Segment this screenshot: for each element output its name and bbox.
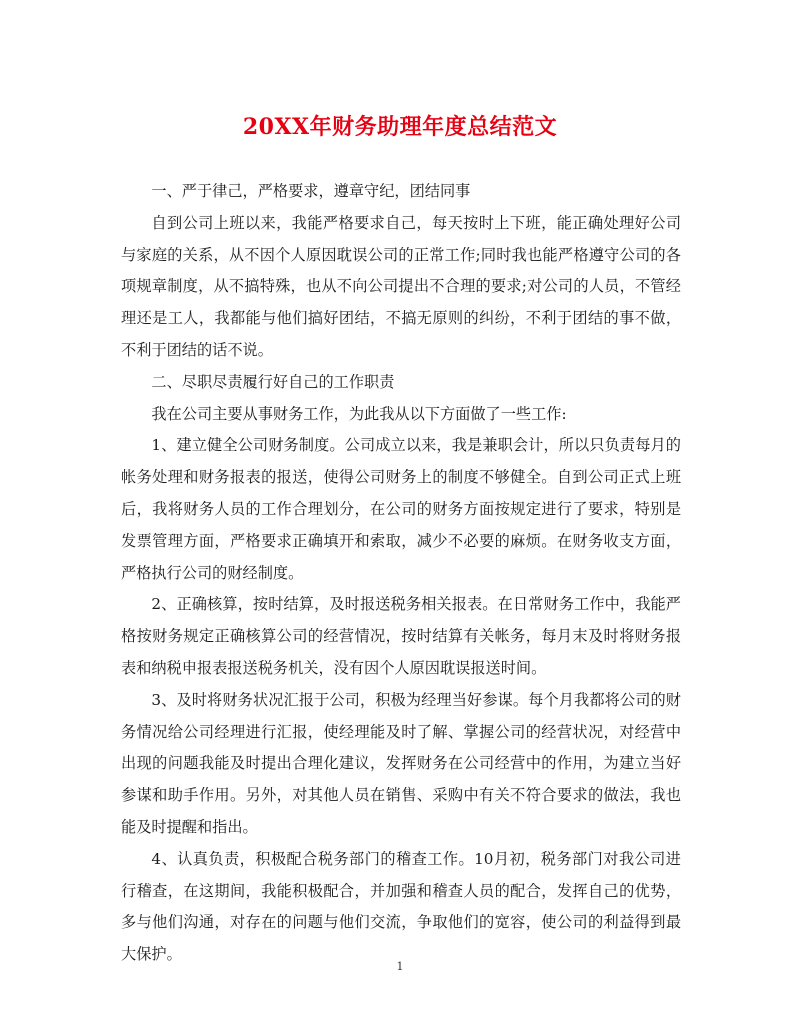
section-heading-1: 一、严于律己，严格要求，遵章守纪，团结同事 (151, 182, 471, 200)
document-title: 20XX年财务助理年度总结范文 (242, 114, 558, 140)
document-body (121, 176, 681, 971)
paragraph: 我在公司主要从事财务工作，为此我从以下方面做了一些工作: (151, 404, 567, 423)
list-item-2: 2、正确核算，按时结算，及时报送税务相关报表。在日常财务工作中，我能严格按财务规定正确核算公司的经营情况，按时结算有关帐务，每月末及时将财务报表和纳税申报表报送税务机关，没有因个人原因耽误报送时间。 (121, 595, 681, 677)
list-item-3: 3、及时将财务状况汇报于公司，积极为经理当好参谋。每个月我都将公司的财务情况给公司经理进行汇报，使经理能及时了解、掌握公司的经营状况，对经营中出现的问题我能及时提出合理化建议，发挥财务在公司经营中的作用，为建立当好参谋和助手作用。另外，对其他人员在销售、采购中有关不符合要求的做法，我也能及时提醒和指出。 (121, 690, 681, 836)
list-item-4: 4、认真负责，积极配合税务部门的稽查工作。10月初，税务部门对我公司进行稽查，在这期间，我能积极配合，并加强和稽查人员的配合，发挥自己的优势，多与他们沟通，对存在的问题与他们交流，争取他们的宽容，使公司的利益得到最大保护。 (121, 849, 681, 964)
list-item-1: 1、建立健全公司财务制度。公司成立以来，我是兼职会计，所以只负责每月的帐务处理和财务报表的报送，使得公司财务上的制度不够健全。自到公司正式上班后，我将财务人员的工作合理划分，在公司的财务方面按规定进行了要求，特别是发票管理方面，严格要求正确填开和索取，减少不必要的麻烦。在财务收支方面，严格执行公司的财经制度。 (121, 436, 681, 582)
page-number: 1 (396, 960, 404, 973)
section-heading-2: 二、尽职尽责履行好自己的工作职责 (151, 372, 395, 391)
paragraph: 自到公司上班以来，我能严格要求自己，每天按时上下班，能正确处理好公司与家庭的关系，从不因个人原因耽误公司的正常工作;同时我也能严格遵守公司的各项规章制度，从不搞特殊，也从不向公司提出不合理的要求;对公司的人员，不管经理还是工人，我都能与他们搞好团结，不搞无原则的纠纷，不利于团结的事不做，不利于团结的话不说。 (121, 213, 681, 359)
